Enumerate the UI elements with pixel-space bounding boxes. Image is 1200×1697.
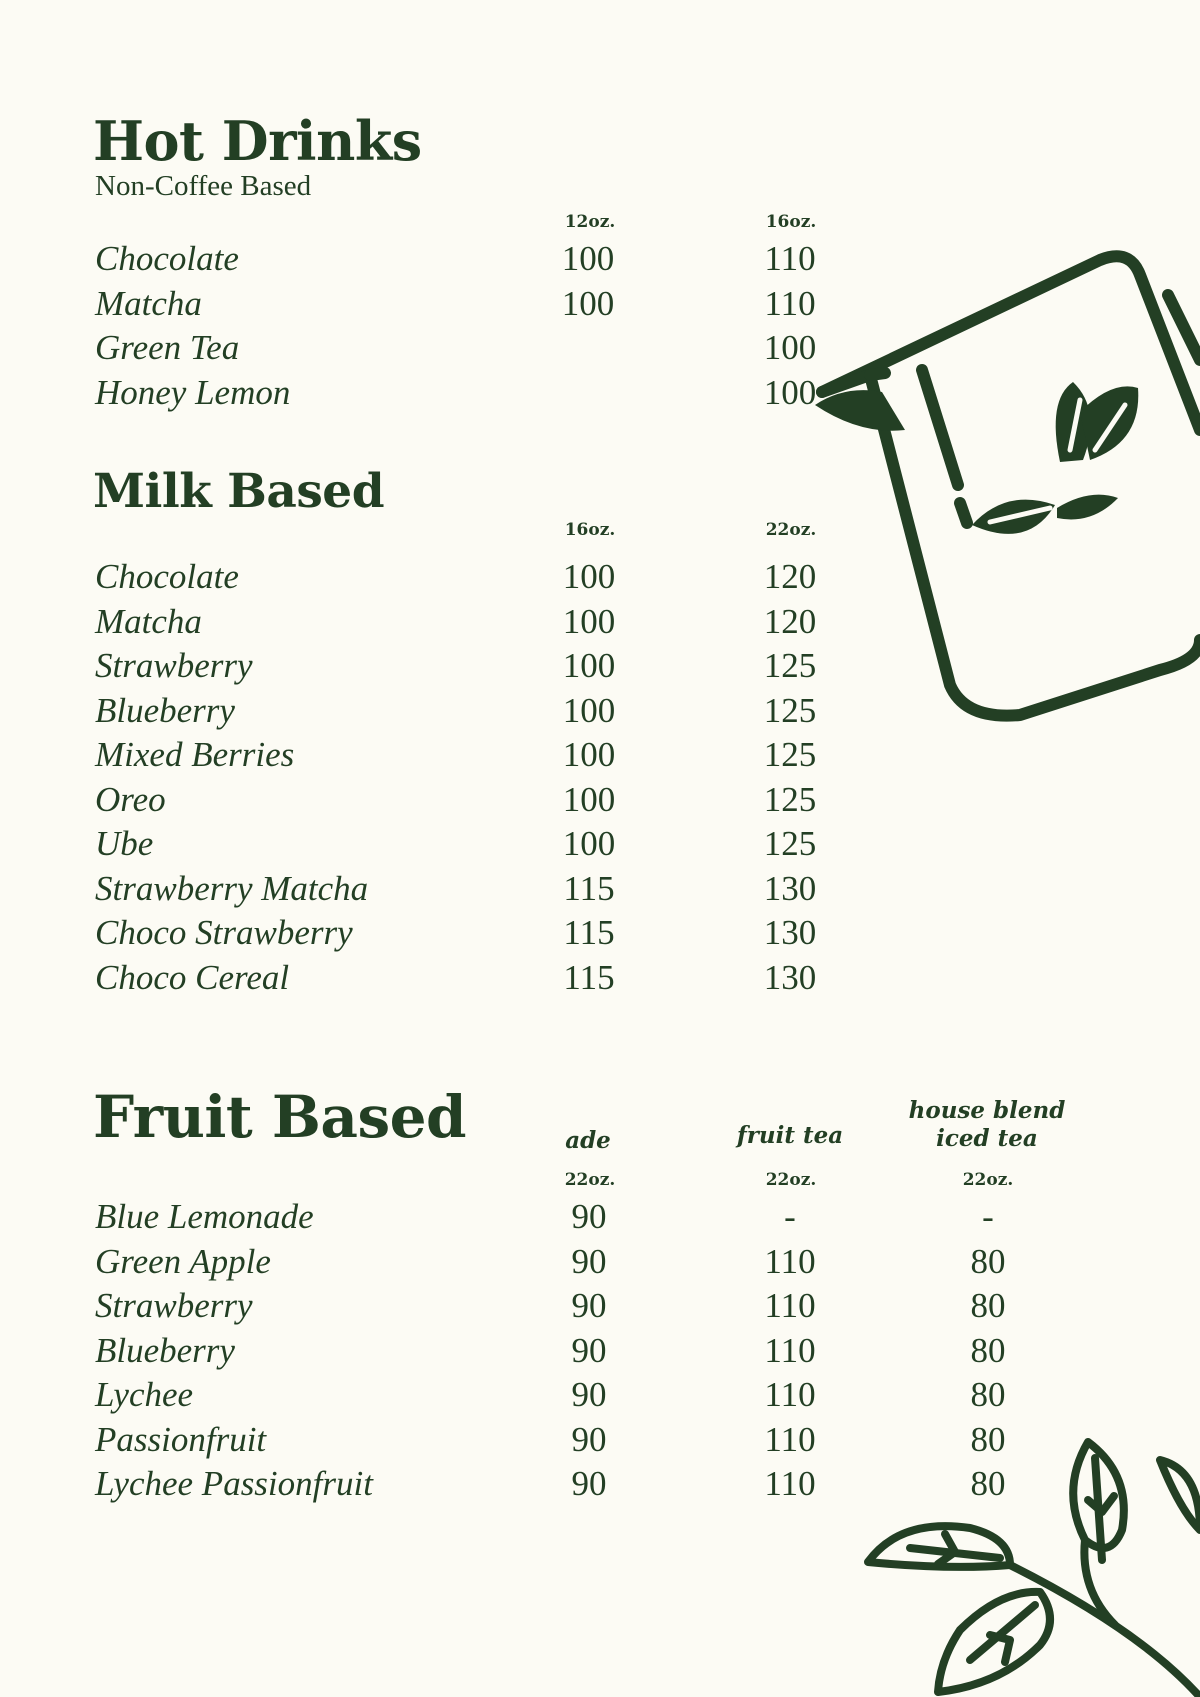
item-price: 130 — [763, 957, 817, 997]
item-price: 80 — [970, 1286, 1006, 1325]
item-name: Strawberry Matcha — [95, 868, 369, 908]
item-price: 110 — [764, 1330, 816, 1370]
item-price: 90 — [571, 1241, 607, 1281]
section-title: Milk Based — [93, 464, 385, 519]
menu-item-row — [0, 1197, 1200, 1237]
item-price: 80 — [970, 1464, 1006, 1503]
menu-item-row — [0, 913, 1200, 953]
item-price: 100 — [562, 824, 616, 863]
size-label: 12oz. — [564, 212, 616, 232]
item-name: Choco Strawberry — [95, 913, 353, 952]
item-price: 120 — [763, 601, 817, 641]
item-price: 125 — [763, 824, 817, 863]
item-name: Strawberry — [95, 1286, 253, 1325]
item-price: 125 — [763, 646, 817, 685]
menu-item-row — [0, 1331, 1200, 1371]
size-label: 22oz. — [564, 1170, 616, 1190]
menu-item-row — [0, 1375, 1200, 1415]
item-price: 115 — [563, 868, 615, 908]
menu-item-row — [0, 958, 1200, 998]
item-price: 100 — [561, 283, 615, 323]
size-label: 22oz. — [765, 520, 817, 540]
item-price: 110 — [764, 239, 816, 278]
menu-item-row — [0, 780, 1200, 820]
item-price: 90 — [571, 1197, 607, 1236]
column-header-house-blend-iced-tea: house blend iced tea — [908, 1097, 1066, 1152]
item-price: 120 — [763, 557, 817, 596]
section-title: Fruit Based — [93, 1083, 467, 1151]
size-label: 16oz. — [765, 212, 817, 232]
section-title: Hot Drinks — [93, 109, 422, 173]
item-price: 100 — [562, 779, 616, 819]
item-price: 110 — [764, 1286, 816, 1325]
item-name: Green Tea — [95, 328, 240, 367]
item-name: Blueberry — [95, 1330, 235, 1370]
item-price: 125 — [763, 690, 817, 730]
item-price: - — [784, 1197, 796, 1236]
item-name: Honey Lemon — [95, 372, 291, 412]
item-name: Matcha — [95, 283, 202, 323]
item-name: Mixed Berries — [95, 735, 295, 774]
column-header-ade: ade — [565, 1127, 611, 1154]
menu-item-row — [0, 869, 1200, 909]
item-price: 80 — [970, 1419, 1006, 1459]
item-price: 125 — [763, 779, 817, 819]
item-price: 100 — [561, 239, 615, 278]
item-price: 130 — [763, 868, 817, 908]
leafy-branch-icon — [860, 1430, 1200, 1697]
item-name: Passionfruit — [95, 1419, 267, 1459]
item-price: 90 — [571, 1286, 607, 1325]
item-name: Chocolate — [95, 557, 239, 596]
item-name: Choco Cereal — [95, 957, 290, 997]
size-label: 22oz. — [765, 1170, 817, 1190]
size-label: 16oz. — [564, 520, 616, 540]
menu-item-row — [0, 824, 1200, 864]
item-price: 90 — [571, 1330, 607, 1370]
item-price: 100 — [562, 646, 616, 685]
item-name: Oreo — [95, 779, 166, 819]
menu-item-row — [0, 735, 1200, 775]
size-label: 22oz. — [962, 1170, 1014, 1190]
section-subtitle: Non-Coffee Based — [95, 170, 312, 202]
item-price: 100 — [562, 735, 616, 774]
item-price: 115 — [563, 957, 615, 997]
item-price: 100 — [763, 328, 817, 367]
item-name: Ube — [95, 824, 154, 863]
item-price: 100 — [562, 557, 616, 596]
item-name: Chocolate — [95, 239, 239, 278]
item-price: 90 — [571, 1419, 607, 1459]
item-price: - — [982, 1197, 994, 1236]
cup-with-leaf-icon — [800, 220, 1200, 730]
item-name: Strawberry — [95, 646, 253, 685]
item-price: 80 — [970, 1330, 1006, 1370]
item-name: Blue Lemonade — [95, 1197, 314, 1236]
item-name: Lychee Passionfruit — [95, 1464, 373, 1503]
item-price: 110 — [764, 283, 816, 323]
item-price: 100 — [562, 601, 616, 641]
item-price: 115 — [563, 913, 615, 952]
column-header-fruit-tea: fruit tea — [736, 1122, 844, 1149]
item-price: 130 — [763, 913, 817, 952]
item-price: 100 — [763, 372, 817, 412]
item-price: 110 — [764, 1375, 816, 1414]
item-price: 80 — [970, 1241, 1006, 1281]
menu-item-row — [0, 1286, 1200, 1326]
item-name: Blueberry — [95, 690, 235, 730]
item-price: 110 — [764, 1464, 816, 1503]
item-price: 125 — [763, 735, 817, 774]
item-name: Matcha — [95, 601, 202, 641]
item-price: 80 — [970, 1375, 1006, 1414]
menu-item-row — [0, 1242, 1200, 1282]
item-price: 90 — [571, 1464, 607, 1503]
item-name: Lychee — [95, 1375, 194, 1414]
item-price: 110 — [764, 1241, 816, 1281]
item-price: 110 — [764, 1419, 816, 1459]
item-price: 90 — [571, 1375, 607, 1414]
item-name: Green Apple — [95, 1241, 271, 1281]
item-price: 100 — [562, 690, 616, 730]
